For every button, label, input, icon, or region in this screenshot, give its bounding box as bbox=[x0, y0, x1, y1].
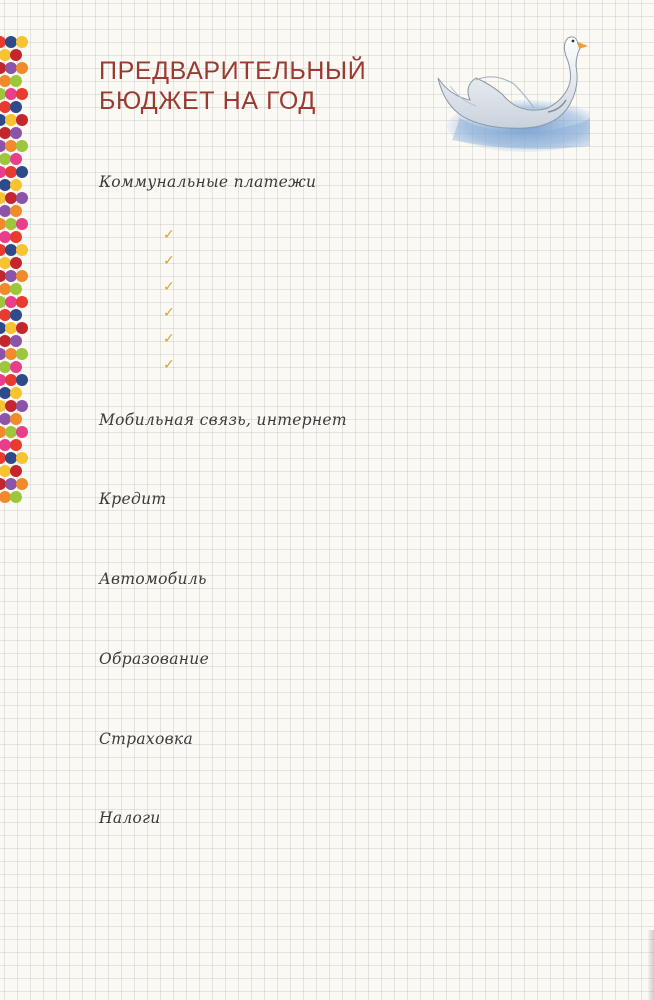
dotted-border-decoration bbox=[0, 36, 34, 516]
decorative-dot bbox=[10, 361, 22, 373]
decorative-dot bbox=[10, 205, 22, 217]
decorative-dot bbox=[16, 244, 28, 256]
decorative-dot bbox=[16, 322, 28, 334]
decorative-dot bbox=[16, 374, 28, 386]
swan-illustration bbox=[430, 26, 590, 161]
decorative-dot bbox=[16, 192, 28, 204]
decorative-dot bbox=[16, 114, 28, 126]
decorative-dot bbox=[16, 426, 28, 438]
check-mark-icon: ✓ bbox=[163, 305, 175, 321]
decorative-dot bbox=[10, 491, 22, 503]
decorative-dot bbox=[10, 179, 22, 191]
decorative-dot bbox=[16, 62, 28, 74]
decorative-dot bbox=[10, 231, 22, 243]
decorative-dot bbox=[16, 452, 28, 464]
page-title-line-2: БЮДЖЕТ НА ГОД bbox=[99, 87, 316, 115]
decorative-dot bbox=[10, 283, 22, 295]
decorative-dot bbox=[16, 218, 28, 230]
page-edge-shadow bbox=[648, 930, 654, 1000]
decorative-dot bbox=[16, 88, 28, 100]
utilities-checklist bbox=[163, 225, 175, 381]
decorative-dot bbox=[10, 49, 22, 61]
decorative-dot bbox=[10, 127, 22, 139]
decorative-dot bbox=[16, 348, 28, 360]
check-mark-icon: ✓ bbox=[163, 279, 175, 295]
decorative-dot bbox=[10, 465, 22, 477]
page-title bbox=[99, 56, 366, 116]
decorative-dot bbox=[16, 296, 28, 308]
decorative-dot bbox=[10, 439, 22, 451]
decorative-dot bbox=[16, 478, 28, 490]
category-utilities: Коммунальные платежи bbox=[99, 173, 317, 191]
category-mobile-internet: Мобильная связь, интернет bbox=[99, 411, 347, 429]
decorative-dot bbox=[10, 387, 22, 399]
decorative-dot bbox=[10, 335, 22, 347]
decorative-dot bbox=[10, 309, 22, 321]
check-mark-icon: ✓ bbox=[163, 253, 175, 269]
decorative-dot bbox=[10, 101, 22, 113]
category-car: Автомобиль bbox=[99, 570, 207, 588]
check-mark-icon: ✓ bbox=[163, 331, 175, 347]
decorative-dot bbox=[16, 140, 28, 152]
check-mark-icon: ✓ bbox=[163, 357, 175, 373]
decorative-dot bbox=[16, 270, 28, 282]
category-taxes: Налоги bbox=[99, 809, 161, 827]
category-insurance: Страховка bbox=[99, 730, 194, 748]
decorative-dot bbox=[10, 153, 22, 165]
page-title-line-1: ПРЕДВАРИТЕЛЬНЫЙ bbox=[99, 57, 367, 85]
check-mark-icon: ✓ bbox=[163, 227, 175, 243]
decorative-dot bbox=[16, 400, 28, 412]
decorative-dot bbox=[10, 413, 22, 425]
category-credit: Кредит bbox=[99, 490, 167, 508]
decorative-dot bbox=[10, 75, 22, 87]
category-education: Образование bbox=[99, 650, 210, 668]
decorative-dot bbox=[16, 36, 28, 48]
decorative-dot bbox=[10, 257, 22, 269]
decorative-dot bbox=[16, 166, 28, 178]
